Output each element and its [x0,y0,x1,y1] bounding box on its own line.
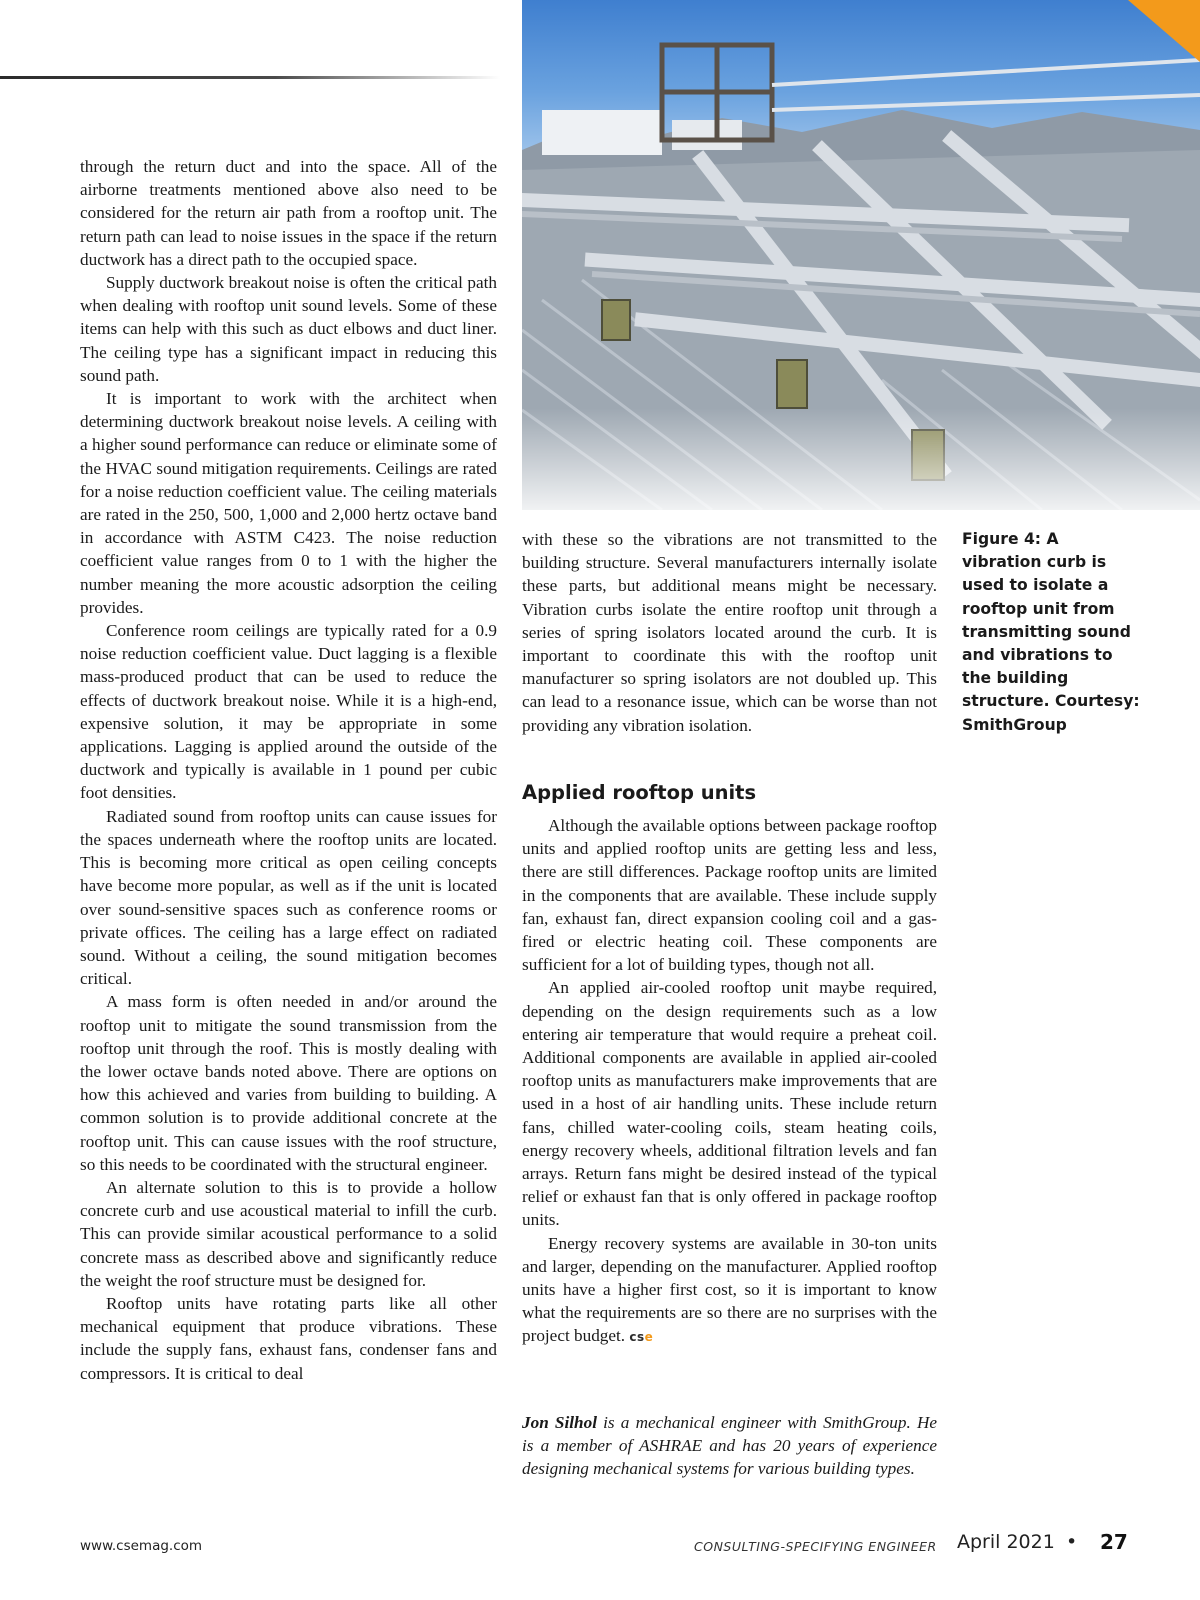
page-number: 27 [1100,1530,1128,1554]
middle-column-section [522,814,937,1350]
paragraph: Radiated sound from rooftop units can cause issues for the spaces underneath where the rooftop units are located. This is becoming more critical as open ceiling concepts have become more popular, as well as if the unit is located over sound-sensitive spaces such as conference rooms or private offices. The ceiling has a large effect on radiated sound. Without a ceiling, the sound mitigation becomes critical. [80,806,497,989]
paragraph [522,1232,937,1350]
footer-bullet: • [1066,1531,1078,1553]
author-bio-text: is a mechanical engineer with SmithGroup. He is a member of ASHRAE and has 20 years of experience designing mechanical systems for various building types. [522,1413,937,1479]
website-link[interactable]: www.csemag.com [80,1538,203,1554]
figure-caption: Figure 4: A vibration curb is used to isolate a rooftop unit from transmitting sound and vibrations to the building structure. Courtesy: SmithGroup [962,530,1140,734]
figure-4-photo [522,0,1200,510]
author-name: Jon Silhol [522,1413,597,1432]
middle-column-top [522,528,937,737]
magazine-name: CONSULTING-SPECIFYING ENGINEER [694,1539,937,1554]
paragraph: Conference room ceilings are typically rated for a 0.9 noise reduction coefficient value. Duct lagging is a flexible mass-produced product that can be used to reduce the effects of ductwork breakout noise. While it is a high-end, expensive solution, it may be appropriate in some applications. Lagging is applied around the outside of the ductwork and typically is available in 1 pound per cubic foot densities. [80,621,497,803]
paragraph: Rooftop units have rotating parts like all other mechanical equipment that produce vibrations. These include the supply fans, exhaust fans, condenser fans and compressors. It is critical to deal [80,1293,497,1383]
orange-corner-accent [1128,0,1200,62]
author-bio [522,1411,937,1481]
paragraph: Supply ductwork breakout noise is often the critical path when dealing with rooftop unit sound levels. Some of these items can help with this such as duct elbows and duct liner. The ceiling type has a significant impact in reducing this sound path. [80,273,497,385]
paragraph: An alternate solution to this is to provide a hollow concrete curb and use acoustical material to infill the curb. This can provide similar acoustical performance to a solid concrete mass as described above and significantly reduce the weight the roof structure must be designed for. [80,1177,497,1290]
paragraph: Although the available options between package rooftop units and applied rooftop units are getting less and less, there are still differences. Package rooftop units are limited in the components that are available. These include supply fan, exhaust fan, direct expansion cooling coil and a gas-fired or electric heating coil. These components are sufficient for a lot of building types, though not all. [522,816,937,975]
paragraph: through the return duct and into the space. All of the airborne treatments mentioned above also need to be considered for the return air path from a rooftop unit. The return path can lead to noise issues in the space if the return ductwork has a direct path to the occupied space. [80,157,497,269]
end-of-article-mark: cse [629,1330,654,1345]
section-heading: Applied rooftop units [522,781,757,804]
issue-date: April 2021 [957,1531,1055,1553]
paragraph: An applied air-cooled rooftop unit maybe required, depending on the design requirements such as a low entering air temperature that would require a preheat coil. Additional components are available in applied air-cooled rooftop units as manufacturers make improvements that are used in a host of air handling units. These include return fans, chilled water-cooling coils, steam heating coils, energy recovery wheels, additional filtration levels and fan arrays. Return fans might be desired instead of the typical relief or exhaust fan that is only offered in package rooftop units. [522,978,937,1230]
top-rule-divider [0,76,500,79]
left-column [80,155,497,1385]
paragraph-text: Energy recovery systems are available in 30-ton units and larger, depending on the manufacturer. Applied rooftop units have a higher first cost, so it is important to know what the requirements are so there are no surprises with the project budget. [522,1233,937,1346]
paragraph: A mass form is often needed in and/or around the rooftop unit to mitigate the sound transmission from the rooftop unit through the roof. This is mostly dealing with the lower octave bands noted above. There are options on how this achieved and varies from building to building. A common solution is to provide additional concrete at the rooftop unit. This can cause issues with the roof structure, so this needs to be coordinated with the structural engineer. [80,992,497,1174]
paragraph: It is important to work with the architect when determining ductwork breakout noise levels. A ceiling with a higher sound performance can reduce or eliminate some of the HVAC sound mitigation requirements. Ceilings are rated for a noise reduction coefficient value. The ceiling materials are rated in the 250, 500, 1,000 and 2,000 hertz octave band in accordance with ASTM C423. The noise reduction coefficient value ranges from 0 to 1 with the higher the number meaning the more acoustic adsorption the ceiling provides. [80,389,497,617]
paragraph: with these so the vibrations are not transmitted to the building structure. Several manufacturers internally isolate these parts, but additional means might be necessary. Vibration curbs isolate the entire rooftop unit through a series of spring isolators located around the curb. It is important to coordinate this with the rooftop unit manufacturer so spring isolators are not doubled up. This can lead to a resonance issue, which can be worse than not providing any vibration isolation. [522,530,937,735]
